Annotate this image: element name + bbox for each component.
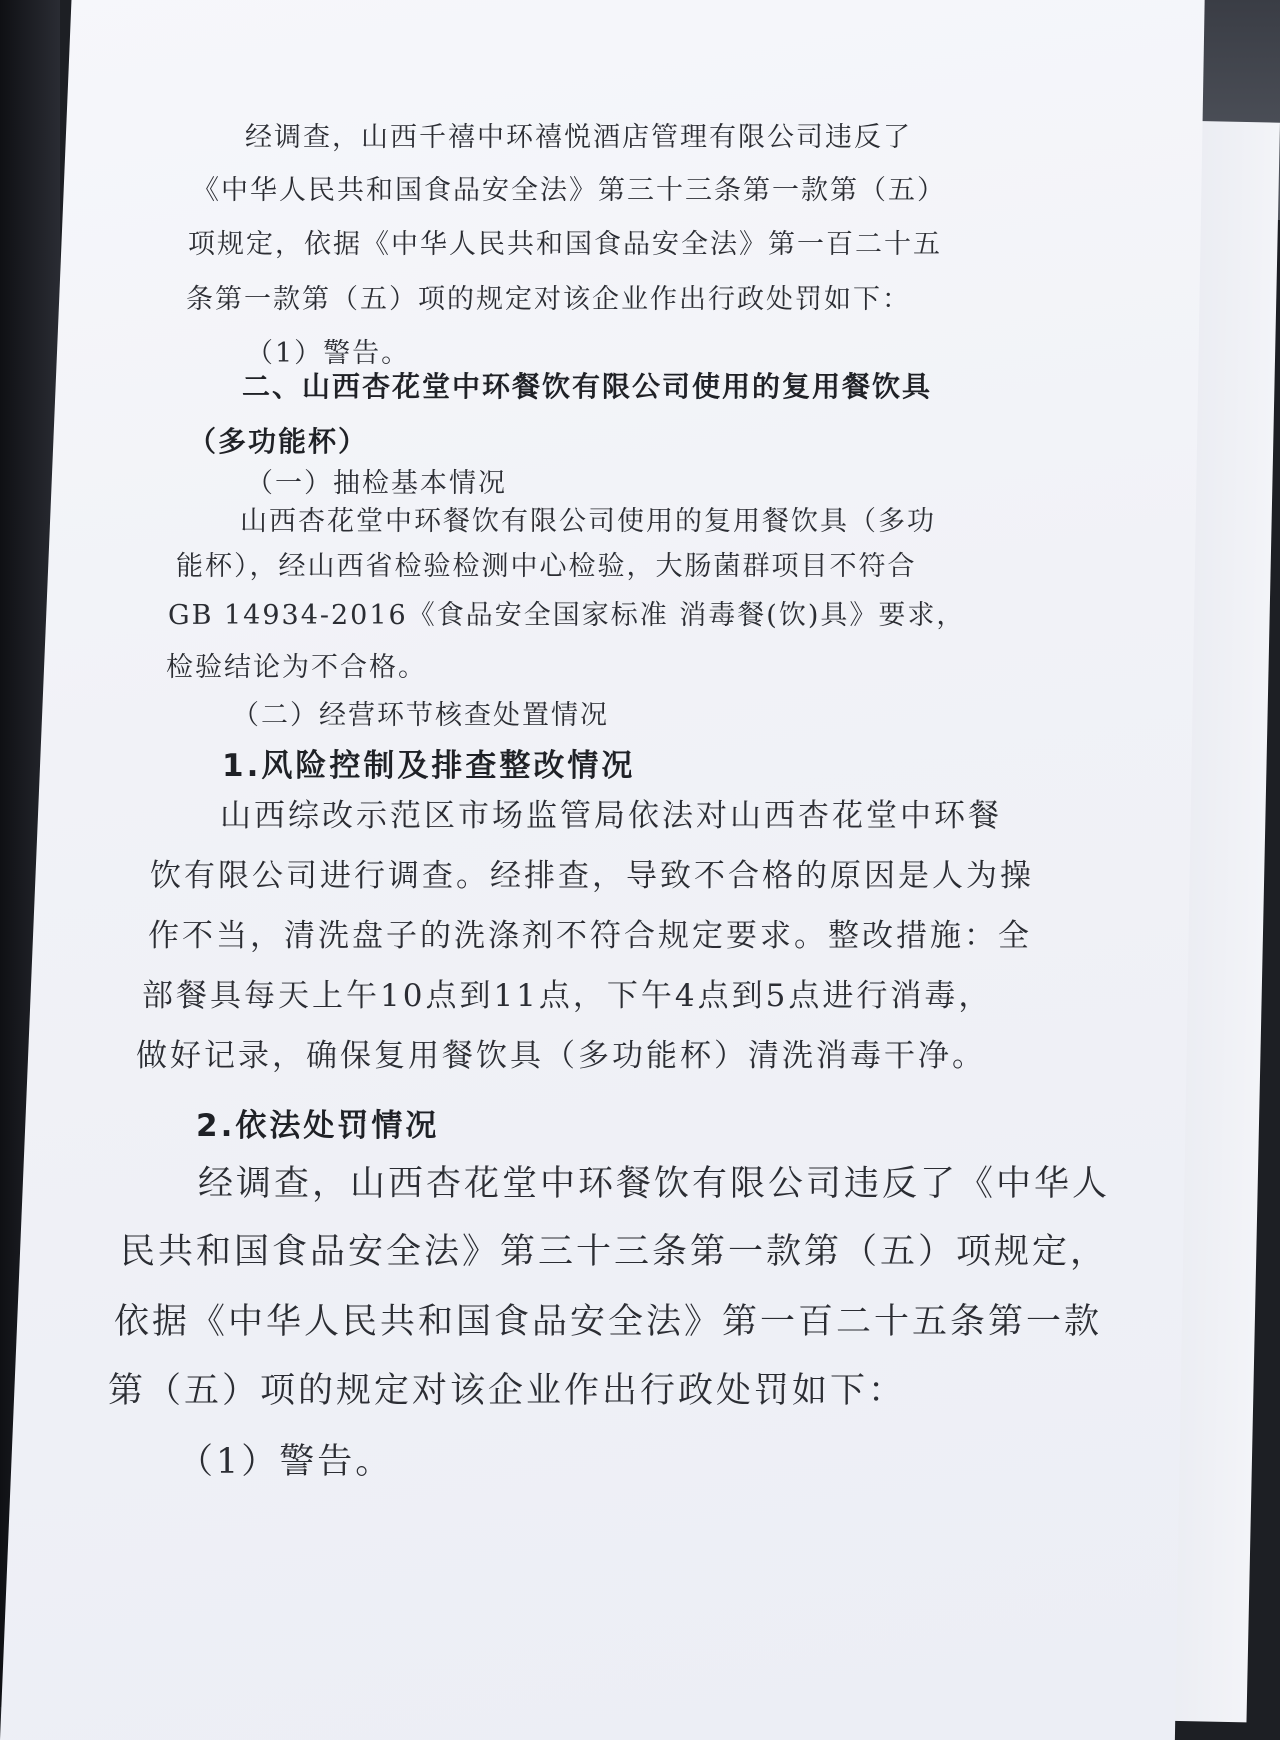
paragraph-line: 作不当，清洗盘子的洗涤剂不符合规定要求。整改措施：全 (148, 918, 1032, 954)
paragraph-line: 做好记录，确保复用餐饮具（多功能杯）清洗消毒干净。 (136, 1038, 986, 1074)
paragraph-line: 经调查，山西千禧中环禧悦酒店管理有限公司违反了 (245, 122, 912, 153)
paragraph-line: 民共和国食品安全法》第三十三条第一款第（五）项规定， (120, 1232, 1109, 1272)
paragraph-line: 能杯），经山西省检验检测中心检验，大肠菌群项目不符合 (176, 551, 917, 582)
paragraph-line: 饮有限公司进行调查。经排查，导致不合格的原因是人为操 (150, 858, 1034, 894)
paragraph-line: GB 14934-2016《食品安全国家标准 消毒餐(饮)具》要求， (168, 600, 966, 631)
paragraph-line: 山西综改示范区市场监管局依法对山西杏花堂中环餐 (220, 798, 1002, 834)
penalty-item: （1）警告。 (246, 338, 411, 369)
numbered-heading: 1.风险控制及排查整改情况 (222, 748, 636, 784)
section-heading-continued: （多功能杯） (188, 425, 369, 458)
paragraph-line: 项规定，依据《中华人民共和国食品安全法》第一百二十五 (188, 229, 942, 260)
paragraph-line: 条第一款第（五）项的规定对该企业作出行政处罚如下： (186, 284, 911, 315)
paragraph-line: 经调查，山西杏花堂中环餐饮有限公司违反了《中华人 (198, 1164, 1111, 1204)
penalty-item: （1）警告。 (178, 1442, 394, 1482)
paragraph-line: 《中华人民共和国食品安全法》第三十三条第一款第（五） (192, 175, 946, 206)
section-heading: 二、山西杏花堂中环餐饮有限公司使用的复用餐饮具 (242, 370, 933, 403)
paragraph-line: 检验结论为不合格。 (166, 652, 427, 683)
paragraph-line: 山西杏花堂中环餐饮有限公司使用的复用餐饮具（多功 (240, 506, 936, 537)
subsection-heading: （二）经营环节核查处置情况 (232, 700, 609, 731)
paragraph-line: 第（五）项的规定对该企业作出行政处罚如下： (108, 1371, 907, 1411)
numbered-heading: 2.依法处罚情况 (196, 1108, 440, 1144)
paragraph-line: 依据《中华人民共和国食品安全法》第一百二十五条第一款 (114, 1302, 1103, 1342)
paragraph-line: 部餐具每天上午10点到11点，下午4点到5点进行消毒， (142, 978, 993, 1014)
subsection-heading: （一）抽检基本情况 (246, 468, 507, 499)
